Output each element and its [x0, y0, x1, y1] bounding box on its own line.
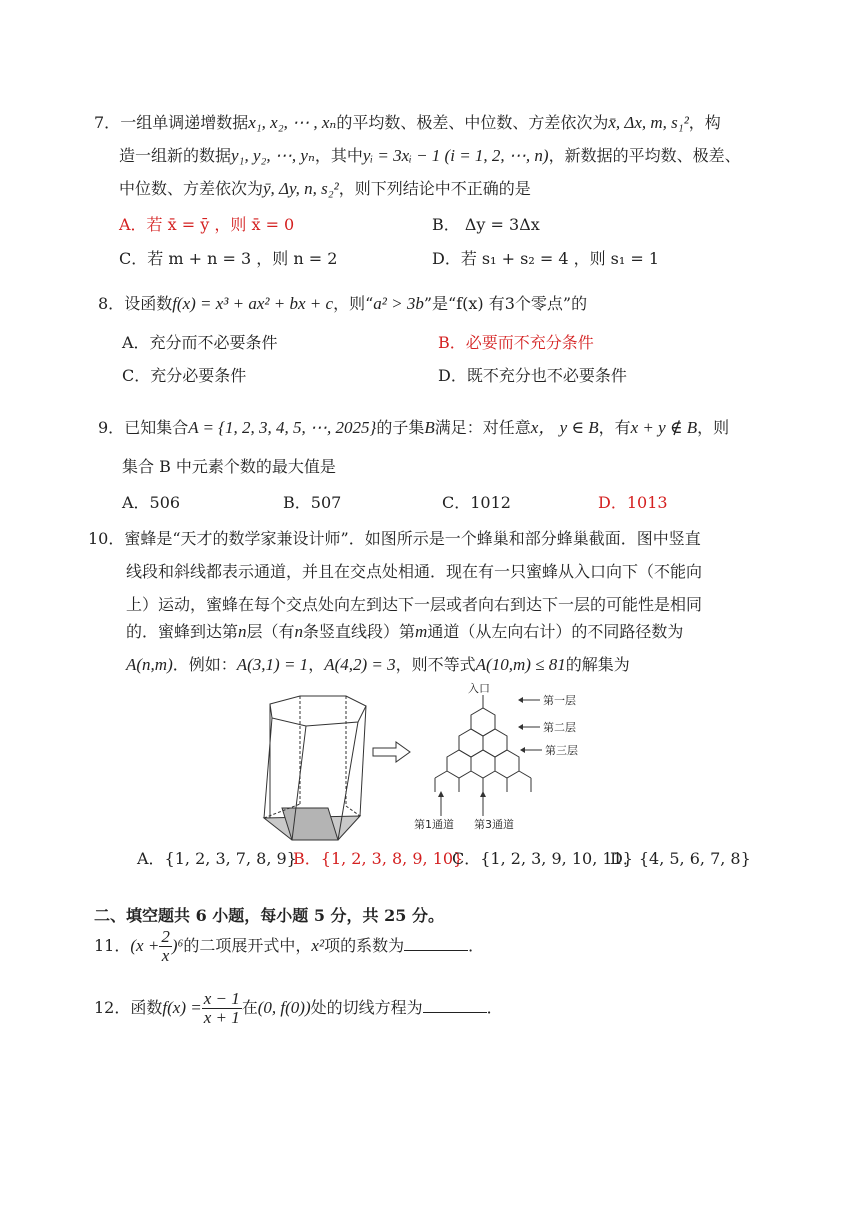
q7-option-b: B． Δy = 3Δx: [432, 215, 540, 234]
arrow-right-icon: [372, 741, 412, 763]
q9-option-a: A．506: [122, 493, 181, 512]
q11-fraction: $\frac{2}{x}$: [161, 927, 170, 965]
q12-stem: 12．函数f(x) = $\frac{x - 1}{x + 1}$ 在(0, f(0))处的切线方程为 ．: [94, 989, 503, 1027]
q12-number: 12．: [94, 998, 131, 1017]
q7-option-c: C．若 m + n = 3 ，则 n = 2: [119, 249, 338, 268]
q7-line2: 造一组新的数据y₁, y₂, ⋯, yₙ，其中yᵢ = 3xᵢ − 1 (i = 1, 2, ⋯, n)，新数据的平均数、极差、: [119, 146, 741, 165]
q8-option-a: A．充分而不必要条件: [122, 333, 278, 352]
q7-number: 7．: [94, 113, 121, 132]
q11-stem: 11．(x + $\frac{2}{x}$ )⁶的二项展开式中，x²项的系数为 ．: [94, 927, 485, 965]
fig-layer3-label: 第三层: [545, 744, 578, 757]
q7-line3: 中位数、方差依次为ȳ, Δy, n, s₂²，则下列结论中不正确的是: [119, 179, 531, 198]
q9-line2: 集合 B 中元素个数的最大值是: [122, 457, 336, 476]
fig-entrance-label: 入口: [468, 682, 490, 695]
q9-option-b: B．507: [283, 493, 342, 512]
q11-number: 11．: [94, 936, 131, 955]
q12-answer-blank: [423, 998, 487, 1013]
q9-line1: 9．已知集合A = {1, 2, 3, 4, 5, ⋯, 2025}的子集B满足：对任意x， y ∈ B，有x + y ∉ B，则: [98, 418, 730, 437]
q8-option-b: B．必要而不充分条件: [438, 333, 594, 352]
q10-line2: 线段和斜线都表示通道，并且在交点处相通．现在有一只蜜蜂从入口向下（不能向: [126, 562, 703, 581]
honeycomb-prism-figure: [262, 694, 374, 844]
q10-option-c: C．{1, 2, 3, 9, 10, 11}: [452, 849, 633, 868]
q10-option-b: B．{1, 2, 3, 8, 9, 10}: [293, 849, 464, 868]
q7-option-a: A．若 x̄ = ȳ ，则 x̄ = 0: [119, 215, 295, 234]
q8-number: 8．: [98, 294, 125, 313]
q10-line3: 上）运动，蜜蜂在每个交点处向左到达下一层或者向右到达下一层的可能性是相同: [126, 595, 703, 614]
q11-answer-blank: [404, 936, 468, 951]
q10-option-a: A．{1, 2, 3, 7, 8, 9}: [137, 849, 297, 868]
q10-number: 10．: [88, 529, 125, 548]
q8-option-c: C．充分必要条件: [122, 366, 247, 385]
fig-layer1-label: 第一层: [543, 694, 576, 707]
fig-layer2-label: 第二层: [543, 721, 576, 734]
honeycomb-section-figure: [410, 680, 590, 832]
q9-option-d: D．1013: [598, 493, 668, 512]
q8-option-d: D．既不充分也不必要条件: [438, 366, 627, 385]
fig-channel3-label: 第3通道: [474, 818, 514, 831]
q10-line4: 的．蜜蜂到达第n层（有n条竖直线段）第m通道（从左向右计）的不同路径数为: [126, 622, 684, 641]
q9-option-c: C．1012: [442, 493, 511, 512]
q12-fraction: $\frac{x - 1}{x + 1}$: [203, 989, 240, 1027]
q7-line1: 7．一组单调递增数据x₁, x₂, ⋯ , xₙ的平均数、极差、中位数、方差依次为x̄, Δx, m, s₁²，构: [94, 113, 721, 132]
q8-stem: 8．设函数f(x) = x³ + ax² + bx + c，则“a² > 3b”是“f(x) 有3个零点”的: [98, 294, 588, 313]
q10-option-d: D．{4, 5, 6, 7, 8}: [610, 849, 751, 868]
q10-line5: A(n,m)．例如：A(3,1) = 1，A(4,2) = 3，则不等式A(10,m) ≤ 81的解集为: [126, 655, 630, 674]
q9-number: 9．: [98, 418, 125, 437]
q10-line1: 10．蜜蜂是“天才的数学家兼设计师”．如图所示是一个蜂巢和部分蜂巢截面．图中竖直: [88, 529, 701, 548]
q7-option-d: D．若 s₁ + s₂ = 4 ，则 s₁ = 1: [432, 249, 660, 268]
section-heading: 二、填空题共 6 小题，每小题 5 分，共 25 分。: [94, 906, 444, 925]
fig-channel1-label: 第1通道: [414, 818, 454, 831]
